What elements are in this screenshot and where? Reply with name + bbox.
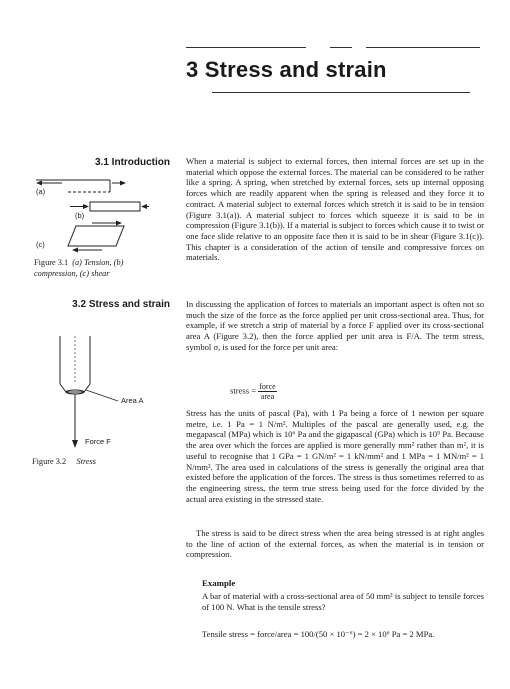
figure-3-1-diagram [30,170,150,258]
example-heading: Example [202,578,236,588]
figure-label-c: (c) [36,240,45,249]
figure-3-1-caption-text: (a) Tension, (b) compression, (c) shear [34,258,124,278]
header-rule-mid [330,47,352,48]
header-rule-left [186,47,306,48]
figure-label-b: (b) [75,211,85,220]
header-rule-right [366,47,480,48]
force-arrow-down-icon [72,394,78,448]
figure-3-1-caption-number: Figure 3.1 [34,258,69,267]
shear-arrow-top-icon [92,221,122,226]
example-answer: Tensile stress = force/area = 100/(50 × 10⁻⁶) = 2 × 10⁶ Pa = 2 MPa. [202,629,435,639]
section-heading-introduction: 3.1 Introduction [95,157,170,168]
equation-numerator: force [259,382,276,391]
compression-arrow-right-icon [141,204,149,209]
area-pointer [86,390,118,401]
tension-arrow-right-icon [112,181,126,186]
force-f-label: Force F [85,437,111,446]
figure-3-1-caption [34,258,146,279]
figure-3-2-caption-text: Stress [76,457,96,466]
chapter-title: 3 Stress and strain [186,57,387,82]
compression-arrow-left-icon [70,204,89,209]
stress-strain-paragraph-1: In discussing the application of forces to materials an important aspect is often not so much the size of the force as the force applied per unit cross-sectional area. Thus, for example, if we stretch a strip of material by a force F applied over its cross-sectional area A (Figure 3.2), then the force applied per unit area is F/A. The term stress, symbol σ, is used for the force per unit area: [186,299,484,352]
shear-arrow-bottom-icon [72,248,102,253]
example-question: A bar of material with a cross-sectional area of 50 mm² is subject to tensile forces of 100 N. What is the tensile stress? [202,591,484,612]
figure-3-2-caption-number: Figure 3.2 [32,457,67,466]
area-a-label: Area A [121,396,144,405]
tension-arrow-left-icon [36,181,62,186]
equation-fraction [258,382,276,401]
shear-block [68,226,124,246]
stress-equation [230,382,277,401]
figure-3-2-diagram [46,334,136,454]
figure-label-a: (a) [36,187,46,196]
title-underline [212,92,470,93]
equation-lhs: stress = [230,385,257,396]
introduction-paragraph: When a material is subject to external forces, then internal forces are set up in the material which oppose the external forces. The material can be considered to be rather like a spring. A spring, when stretched by external forces, sets up internal opposing forces which are readily apparent when the spring is released and they force it to contract. A material subject to external forces which stretch it is said to be in tension (Figure 3.1(a)). A material subject to forces which squeeze it is said to be in compression (Figure 3.1(b)). If a material is subject to forces which cause it to twist or one face slide relative to an opposite face then it is said to be in shear (Figure 3.1(c)). This chapter is a consideration of the action of tensile and compressive forces on materials. [186,156,484,263]
stress-strain-paragraph-2: Stress has the units of pascal (Pa), with 1 Pa being a force of 1 newton per square metre, i.e. 1 Pa = 1 N/m². Multiples of the pascal are generally used, e.g. the megapascal (MPa) which is 10⁶ Pa and the gigapascal (GPa) which is 10⁹ Pa. Because the area over which the forces are applied is more generally mm² rather than m², it is useful to recognise that 1 GPa = 1 GN/m² = 1 kN/mm² and 1 MPa = 1 MN/m² = 1 N/mm². The area used in calculations of the stress is generally the original area that existed before the application of the forces. The stress is thus sometimes referred to as the engineering stress, the term true stress being used for the force divided by the actual area existing in the stressed state. [186,408,484,504]
figure-3-2-caption [32,457,96,468]
specimen-strip [60,336,90,394]
stress-strain-paragraph-3: The stress is said to be direct stress when the area being stressed is at right angles to the line of action of the external forces, as when the material is in tension or compression. [186,528,484,560]
compression-bar [90,202,140,211]
tension-bar [36,180,110,192]
equation-denominator: area [260,392,275,401]
section-heading-stress-strain: 3.2 Stress and strain [72,299,170,310]
